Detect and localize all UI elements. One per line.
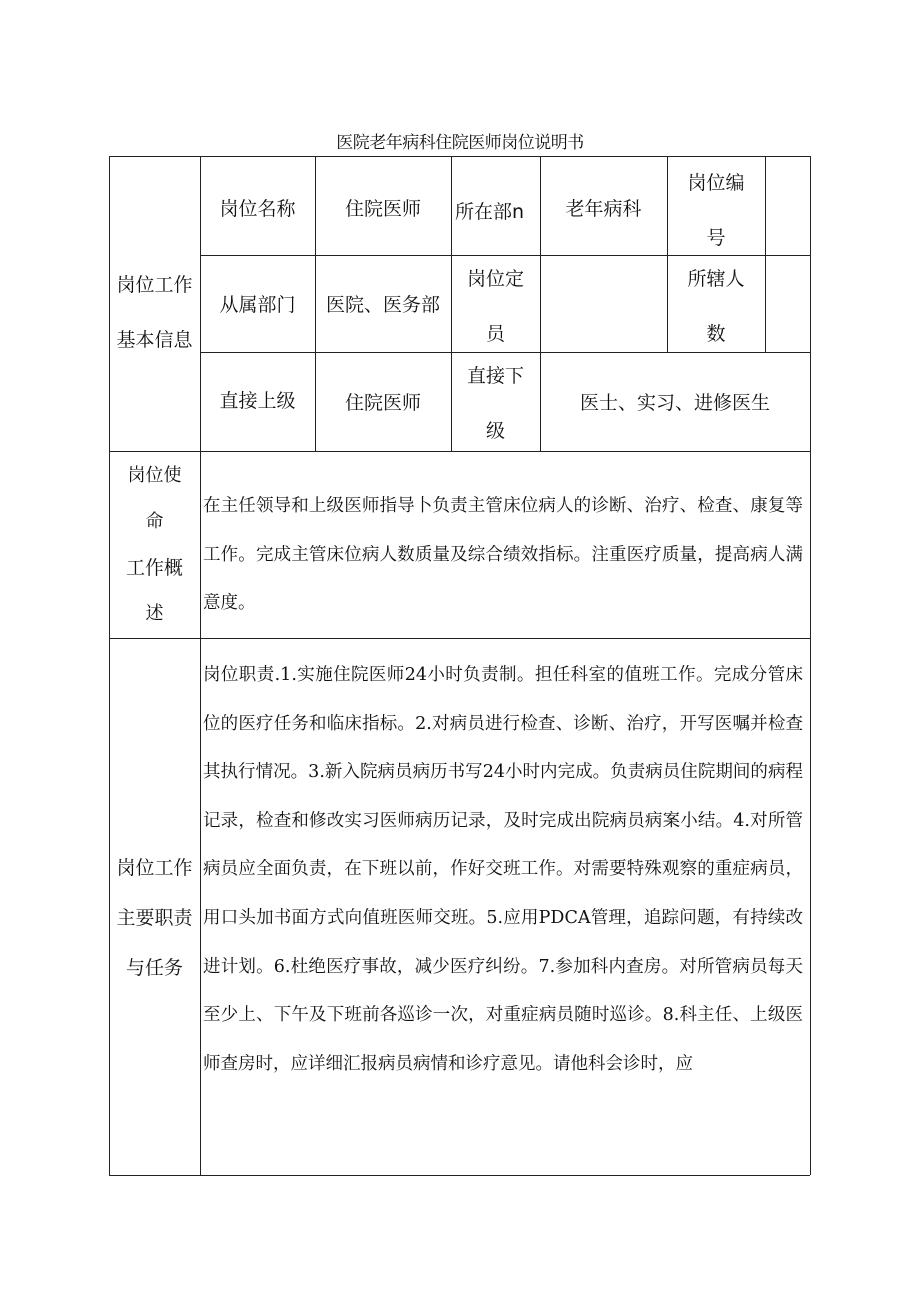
direct-subordinate-label: [451, 349, 540, 459]
direct-subordinate-label-line2: 级: [485, 420, 505, 442]
subordinate-count-label: [667, 252, 765, 362]
affiliated-department-label: 从属部门: [219, 294, 296, 316]
staffing-quota-label-line1: 岗位定: [466, 268, 524, 290]
staffing-quota-label: [451, 252, 540, 362]
mission-label-line1: 岗位使: [127, 464, 182, 486]
staffing-quota-label-line2: 员: [485, 323, 505, 345]
subordinate-count-label-line1: 所辖人: [687, 268, 745, 290]
staffing-quota-value: [540, 278, 667, 333]
duties-label: [109, 843, 200, 993]
department-label: 所在部n: [455, 200, 525, 223]
position-code-label: [667, 156, 765, 266]
mission-label-line3: 工作概: [125, 556, 183, 579]
document-title: 医院老年病科住院医师岗位说明书: [336, 133, 584, 153]
subordinate-count-value: [765, 278, 810, 333]
duties-label-line1: 岗位工作: [116, 857, 193, 879]
direct-subordinate-value: 医士、实习、进修医生: [579, 392, 770, 414]
duties-label-line3: 与任务: [125, 957, 183, 979]
position-code-value: [765, 182, 810, 237]
duties-text: 岗位职责.1.实施住院医师24小时负责制。担任科室的值班工作。完成分管床位的医疗任务和临床指标。2.对病员进行检查、诊断、治疗，开写医嘱并检查其执行情况。3.新入院病员病历书写24小时内完成。负责病员住院期间的病程记录，检查和修改实习医师病历记录，及时完成出院病员病案小结。4.对所管病员应全面负责，在下班以前，作好交班工作。对需要特殊观察的重症病员，用口头加书面方式向值班医师交班。5.应用PDCA管理，追踪问题，有持续改进计划。6.杜绝医疗事故，减少医疗纠纷。7.参加科内查房。对所管病员每天至少上、下午及下班前各巡诊一次，对重症病员随时巡诊。8.科主任、上级医师查房时，应详细汇报病员病情和诊疗意见。请他科会诊时，应: [203, 665, 803, 1074]
basic-info-section-label: [109, 258, 200, 368]
basic-info-label-line2: 基本信息: [116, 329, 193, 351]
subordinate-count-label-line2: 数: [706, 323, 726, 345]
direct-subordinate-label-line1: 直接下: [466, 365, 524, 387]
position-code-label-line2: 号: [706, 227, 726, 249]
mission-label-line4: 述: [145, 602, 164, 624]
position-name-label: 岗位名称: [219, 198, 296, 220]
mission-label: [109, 451, 200, 638]
mission-text: 在主任领导和上级医师指导卜负责主管床位病人的诊断、治疗、检查、康复等工作。完成主管床位病人数质量及综合绩效指标。注重医疗质量，提高病人满意度。: [203, 496, 803, 613]
mission-label-line2: 命: [145, 510, 164, 532]
duties-label-line2: 主要职责: [116, 907, 193, 929]
department-value: 老年病科: [565, 198, 642, 220]
affiliated-department-value: 医院、医务部: [325, 294, 440, 316]
direct-superior-label: 直接上级: [219, 390, 296, 412]
position-code-label-line1: 岗位编: [687, 172, 745, 194]
basic-info-label-line1: 岗位工作: [116, 274, 193, 296]
direct-superior-value: 住院医师: [344, 392, 421, 414]
position-name-value: 住院医师: [344, 198, 421, 220]
